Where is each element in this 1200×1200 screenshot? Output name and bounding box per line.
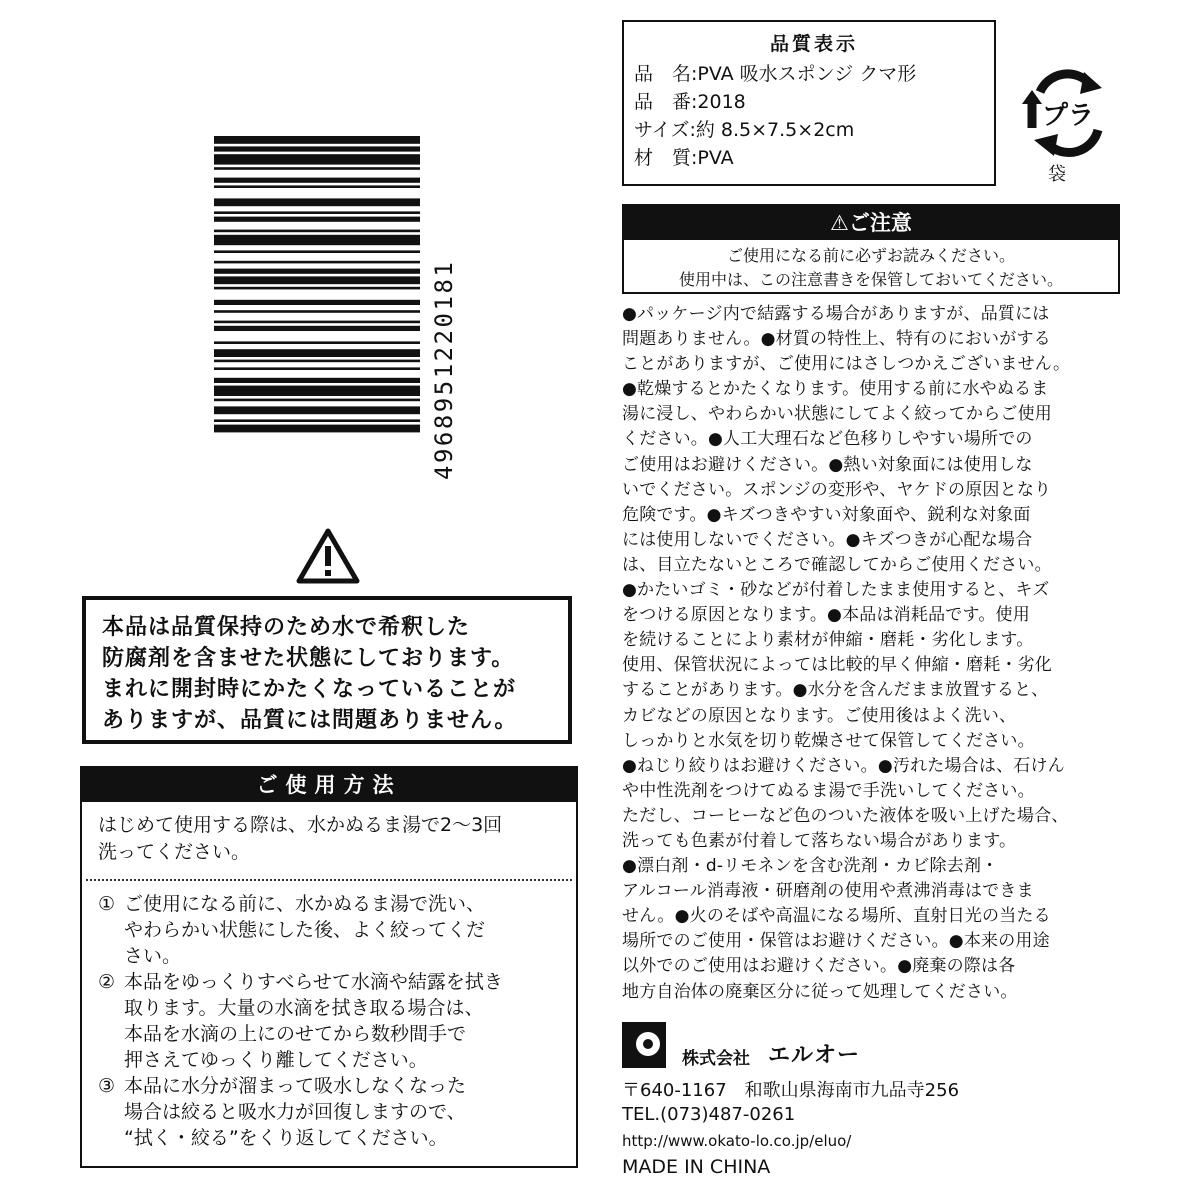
- barcode-bar: [214, 167, 420, 170]
- caution-line: は、目立たないところで確認してからご使用ください。: [622, 554, 1052, 575]
- barcode-bar: [214, 211, 420, 214]
- barcode-bar: [214, 235, 420, 245]
- barcode-bar: [214, 378, 420, 383]
- caution-line: ●乾燥するとかたくなります。使用する前に水やぬるま: [622, 379, 1049, 400]
- caution-subtitle: [624, 240, 1118, 292]
- barcode-bar: [214, 146, 420, 151]
- step-line: ご使用になる前に、水かぬるま湯で洗い、: [124, 893, 486, 915]
- caution-header: [622, 204, 1120, 294]
- caution-line: 洗っても色素が付着して落ちない場合があります。: [622, 830, 1017, 851]
- company-name: 株式会社: [682, 1049, 750, 1069]
- recycle-mark-text: プラ: [1041, 101, 1095, 131]
- usage-intro: [82, 802, 576, 879]
- caution-line: 危険です。●キズつきやすい対象面や、鋭利な対象面: [622, 504, 1031, 525]
- quality-row: 品 名:PVA 吸水スポンジ クマ形: [634, 63, 917, 85]
- caution-line: には使用しないでください。●キズつきが心配な場合: [622, 529, 1033, 550]
- step-line: 押さえてゆっくり離してください。: [124, 1049, 428, 1071]
- caution-sub-line: ご使用になる前に必ずお読みください。: [726, 246, 1015, 265]
- caution-line: ことがありますが、ご使用にはさしつかえございません。: [622, 354, 1071, 375]
- barcode-bar: [214, 198, 420, 206]
- notice-line: 防腐剤を含ませた状態にしております。: [102, 646, 515, 671]
- caution-line: カビなどの原因となります。ご使用後はよく洗い、: [622, 705, 1017, 726]
- caution-line: や中性洗剤をつけてぬるま湯で手洗いしてください。: [622, 780, 1035, 801]
- barcode-bar: [214, 360, 420, 363]
- caution-line: せん。●火のそばや高温になる場所、直射日光の当たる: [622, 906, 1051, 927]
- quality-row: サイズ:約 8.5×7.5×2cm: [634, 119, 855, 141]
- barcode-bar: [214, 425, 420, 433]
- recycle-label: 袋: [1048, 164, 1066, 185]
- barcode-bar: [214, 154, 420, 164]
- step-line: 場合は絞ると吸水力が回復しますので、: [124, 1101, 466, 1123]
- quality-row: 材 質:PVA: [634, 147, 734, 169]
- barcode-bar: [214, 386, 420, 396]
- caution-line: ください。●人工大理石など色移りしやすい場所での: [622, 429, 1033, 450]
- caution-line: ご使用はお避けください。●熱い対象面には使用しな: [622, 454, 1033, 475]
- warning-icon: [296, 528, 360, 584]
- quality-label: [622, 20, 996, 186]
- caution-line: いでください。スポンジの変形や、ヤケドの原因となり: [622, 479, 1052, 500]
- caution-line: することがあります。●水分を含んだまま放置すると、: [622, 680, 1049, 701]
- quality-row: 品 番:2018: [634, 91, 746, 113]
- usage-intro-line: はじめて使用する際は、水かぬるま湯で2〜3回: [98, 814, 503, 836]
- caution-line: アルコール消毒液・研磨剤の使用や煮沸消毒はできま: [622, 881, 1034, 902]
- step-number: ②: [98, 971, 116, 993]
- caution-line: 以外でのご使用はお避けください。●廃棄の際は各: [622, 956, 1016, 977]
- barcode-bar: [214, 367, 420, 370]
- notice-line: ありますが、品質には問題ありません。: [102, 708, 518, 733]
- usage-step: [98, 969, 566, 1073]
- step-line: さい。: [124, 945, 182, 967]
- barcode-bar: [214, 310, 420, 313]
- caution-line: 問題ありません。●材質の特性上、特有のにおいがする: [622, 329, 1051, 350]
- caution-line: ●パッケージ内で結露する場合がありますが、品質には: [622, 304, 1050, 324]
- barcode-bar: [214, 349, 420, 357]
- barcode-bar: [214, 261, 420, 264]
- usage-intro-line: 洗ってください。: [98, 841, 251, 863]
- barcode-bar: [214, 341, 420, 344]
- usage-section: [80, 766, 578, 1168]
- barcode-bar: [214, 250, 420, 253]
- step-line: “拭く・絞る”をくり返してください。: [124, 1127, 448, 1149]
- step-line: やわらかい状態にした後、よく絞ってくだ: [124, 919, 486, 941]
- caution-line: 場所でのご使用・保管はお避けください。●本来の用途: [622, 931, 1050, 952]
- caution-line: 湯に浸し、やわらかい状態にしてよく絞ってからご使用: [622, 404, 1052, 425]
- company-address: 〒640-1167 和歌山県海南市九品寺256: [622, 1080, 960, 1101]
- company-brand: エルオー: [768, 1043, 861, 1068]
- caution-body: [622, 302, 1122, 1005]
- barcode-bar: [214, 136, 420, 144]
- step-number: ③: [98, 1075, 116, 1097]
- barcode-bar: [214, 326, 420, 331]
- caution-line: 使用、保管状況によっては比較的早く伸縮・磨耗・劣化: [622, 655, 1052, 676]
- caution-line: をつける原因となります。●本品は消耗品です。使用: [622, 605, 1030, 626]
- barcode-bars: [214, 136, 420, 432]
- notice-line: 本品は品質保持のため水で希釈した: [102, 615, 471, 640]
- barcode-bar: [214, 269, 420, 274]
- usage-steps: [82, 881, 576, 1151]
- step-line: 取ります。大量の水滴を拭き取る場合は、: [124, 997, 484, 1019]
- company-tel: TEL.(073)487-0261: [622, 1104, 796, 1125]
- barcode-bar: [214, 217, 420, 222]
- barcode-bar: [214, 406, 420, 414]
- company-url: http://www.okato-lo.co.jp/eluo/: [622, 1132, 852, 1150]
- quality-title: 品質表示: [769, 33, 858, 55]
- usage-step: [98, 1073, 566, 1151]
- barcode: [210, 132, 458, 482]
- caution-line: ●ねじり絞りはお避けください。●汚れた場合は、石けん: [622, 755, 1065, 776]
- step-number: ①: [98, 893, 116, 915]
- barcode-bar: [214, 178, 420, 183]
- caution-line: ●漂白剤・d-リモネンを含む洗剤・カビ除去剤・: [622, 856, 999, 877]
- barcode-bar: [214, 419, 420, 422]
- preservative-notice: [82, 596, 572, 744]
- caution-sub-line: 使用中は、この注意書きを保管しておいてください。: [678, 270, 1063, 289]
- company-logo-icon: [622, 1022, 666, 1068]
- country-of-origin: MADE IN CHINA: [622, 1156, 771, 1178]
- barcode-bar: [214, 300, 420, 305]
- caution-line: を続けることにより素材が伸縮・磨耗・劣化します。: [622, 630, 1034, 651]
- step-line: 本品をゆっくりすべらせて水滴や結露を拭き: [124, 971, 503, 993]
- usage-title: ご使用方法: [82, 768, 576, 802]
- caution-line: 地方自治体の廃棄区分に従って処理してください。: [622, 981, 1018, 1002]
- caution-line: ただし、コーヒーなど色のついた液体を吸い上げた場合、: [622, 805, 1069, 826]
- barcode-bar: [214, 321, 420, 324]
- notice-line: まれに開封時にかたくなっていることが: [102, 677, 517, 702]
- barcode-bar: [214, 287, 420, 290]
- caution-line: ●かたいゴミ・砂などが付着したまま使用すると、キズ: [622, 580, 1050, 601]
- barcode-bar: [214, 276, 420, 284]
- barcode-bar: [214, 185, 420, 188]
- caution-line: しっかりと水気を切り乾燥させて保管してください。: [622, 730, 1035, 751]
- recycle-pla-icon: [1020, 70, 1116, 186]
- barcode-number: 4968951220181: [430, 259, 458, 480]
- barcode-bar: [214, 399, 420, 402]
- barcode-bar: [214, 230, 420, 233]
- caution-title: ⚠ご注意: [624, 206, 1118, 240]
- step-line: 本品を水滴の上にのせてから数秒間手で: [124, 1023, 467, 1045]
- step-line: 本品に水分が溜まって吸水しなくなった: [124, 1075, 467, 1097]
- usage-step: [98, 891, 566, 969]
